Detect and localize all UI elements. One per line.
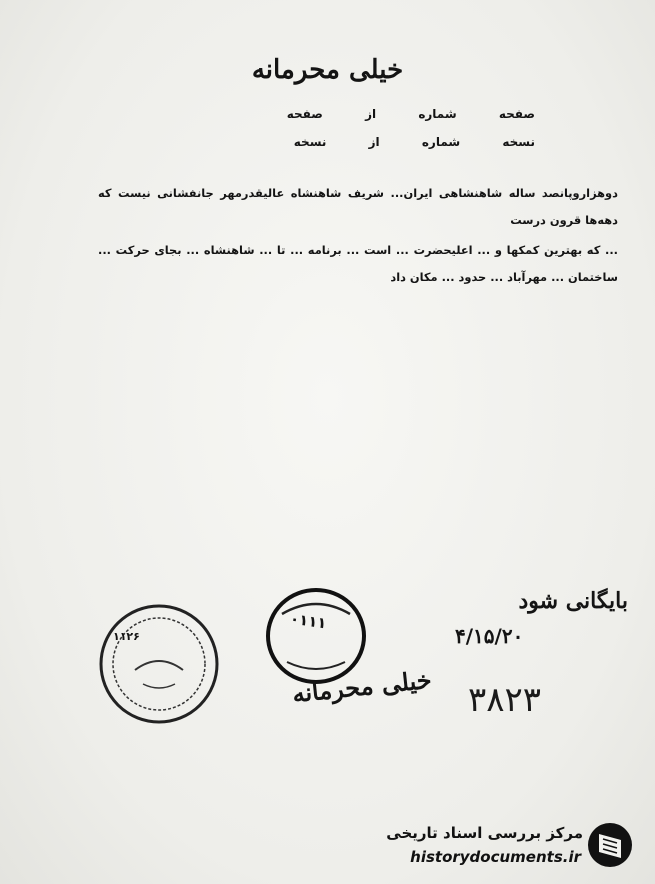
- copy-of-label: از: [368, 135, 380, 149]
- oval-stamp-number: ۰۱۱۱: [288, 609, 328, 633]
- body-paragraph-2: ... که بهترین کمکها و ... اعلیحضرت ... است ... برنامه ... تا ... شاهنشاه ... بجای حرکت ... ساختمان ... مهرآباد ... حدود ... مکان داد: [98, 243, 618, 284]
- page-number-label: صفحه شماره: [418, 107, 535, 121]
- body-paragraph-1: دوهزاروپانصد ساله شاهنشاهی ایران... شریف شاهنشاه عالیقدرمهر جانفشانی نیست که دهه‌ها قرون درست: [98, 186, 618, 227]
- round-seal-stamp: [95, 600, 223, 728]
- archive-annotation: بایگانی شود: [518, 588, 628, 614]
- footer-org-name: مرکز بررسی اسناد تاریخی: [386, 824, 583, 842]
- archive-number: ۴/۱۵/۲۰: [455, 624, 524, 648]
- copy-number-line: [115, 135, 535, 149]
- footer-website: historydocuments.ir: [410, 848, 581, 866]
- footer-watermark: [365, 820, 635, 876]
- page-of-label: از: [365, 107, 377, 121]
- copy-total-label: نسخه: [293, 135, 327, 149]
- archive-logo-icon: [585, 820, 635, 870]
- classification-heading: خیلی محرمانه: [251, 55, 404, 85]
- round-stamp-number: ۱۱۲۶: [113, 630, 140, 643]
- page-number-line: [115, 107, 535, 121]
- bottom-classification: خیلی محرمانه: [290, 664, 433, 709]
- page-total-label: صفحه: [286, 107, 323, 121]
- document-number: ۳۸۲۳: [468, 680, 542, 720]
- copy-number-label: نسخه شماره: [421, 135, 535, 149]
- letter-body: [98, 180, 618, 291]
